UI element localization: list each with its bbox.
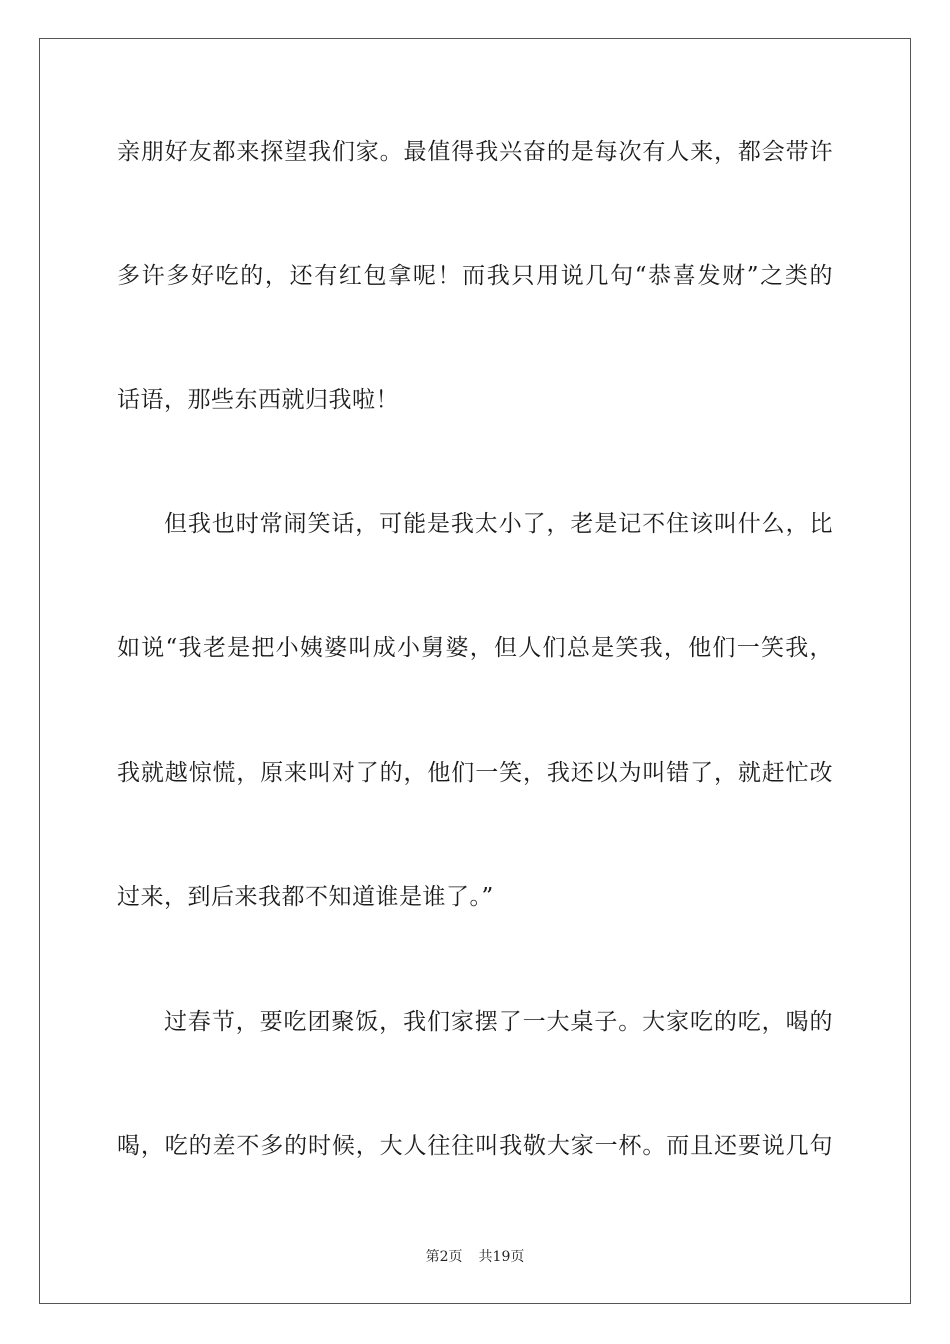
paragraph-line: 亲朋好友都来探望我们家。最值得我兴奋的是每次有人来，都会带许 <box>117 139 833 165</box>
paragraph-line: 多许多好吃的，还有红包拿呢！而我只用说几句“恭喜发财”之类的 <box>117 263 833 289</box>
paragraph-line: 我就越惊慌，原来叫对了的，他们一笑，我还以为叫错了，就赶忙改 <box>117 760 833 786</box>
page-frame <box>39 38 911 1304</box>
paragraph-line: 过春节，要吃团聚饭，我们家摆了一大桌子。大家吃的吃，喝的 <box>164 1009 833 1035</box>
paragraph-line: 话语，那些东西就归我啦！ <box>117 387 399 413</box>
page-number: 第2页 <box>425 1249 463 1265</box>
paragraph-line: 如说“我老是把小姨婆叫成小舅婆，但人们总是笑我，他们一笑我， <box>117 635 833 661</box>
paragraph-line: 喝，吃的差不多的时候，大人往往叫我敬大家一杯。而且还要说几句 <box>117 1133 833 1159</box>
total-pages: 共19页 <box>478 1249 525 1265</box>
page-footer <box>0 1248 950 1266</box>
paragraph-line: 但我也时常闹笑话，可能是我太小了，老是记不住该叫什么，比 <box>164 511 833 537</box>
paragraph-line: 过来，到后来我都不知道谁是谁了。” <box>117 884 494 910</box>
